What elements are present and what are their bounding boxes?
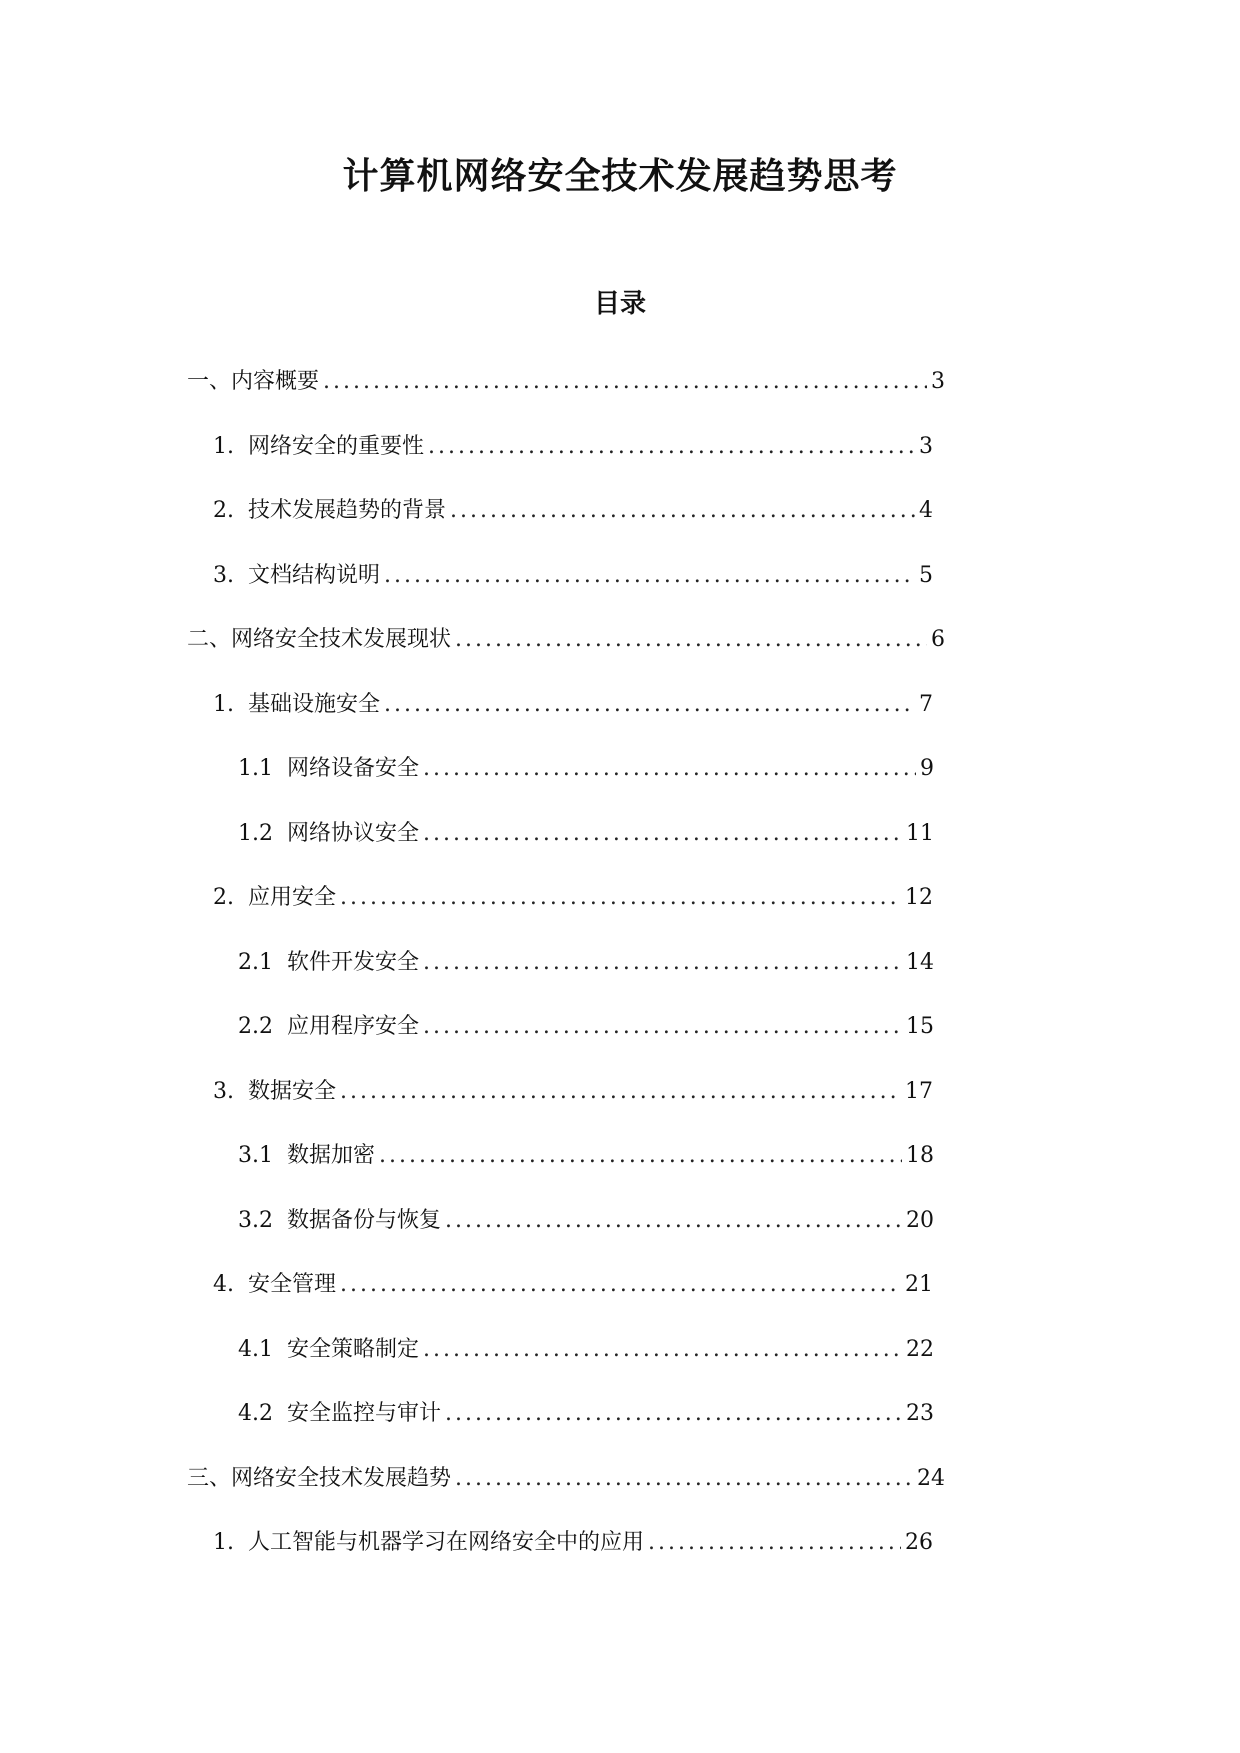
toc-entry-title: 一、内容概要 (187, 369, 320, 394)
toc-dot-leader (340, 1265, 901, 1305)
toc-page-number: 12 (905, 885, 933, 910)
toc-entry[interactable] (213, 1072, 933, 1112)
toc-entry[interactable] (187, 362, 945, 402)
toc-entry[interactable] (187, 1459, 945, 1499)
toc-entry[interactable] (238, 1201, 934, 1241)
toc-page-number: 23 (906, 1401, 934, 1426)
toc-entry-title: 安全监控与审计 (287, 1401, 442, 1426)
toc-entry-title: 二、网络安全技术发展现状 (187, 627, 452, 652)
toc-entry-label (213, 556, 380, 596)
toc-dot-leader (423, 943, 902, 983)
toc-entry-label (213, 1523, 644, 1563)
toc-page-number: 24 (917, 1465, 945, 1491)
toc-entry-label (213, 1072, 336, 1112)
toc-entry-label (213, 878, 336, 918)
toc-entry-number: 4.1 (238, 1336, 273, 1362)
toc-dot-leader (379, 1136, 902, 1176)
toc-entry-number: 2.2 (238, 1014, 273, 1039)
toc-entry-label (238, 814, 419, 854)
toc-entry[interactable] (187, 620, 945, 660)
toc-page-number: 3 (931, 369, 945, 394)
toc-page-number: 7 (919, 691, 933, 717)
toc-page-number: 11 (906, 820, 934, 846)
toc-page-number: 21 (905, 1272, 933, 1297)
toc-entry[interactable] (213, 1265, 933, 1305)
toc-entry-label (187, 1459, 451, 1499)
toc-entry[interactable] (238, 1136, 934, 1176)
toc-page-number: 5 (919, 562, 933, 588)
toc-entry-number: 2. (213, 885, 234, 910)
toc-entry-label (238, 1394, 441, 1434)
toc-entry-label (187, 362, 319, 402)
document-title: 计算机网络安全技术发展趋势思考 (342, 156, 898, 197)
toc-entry-label (213, 491, 446, 531)
toc-entry-title: 数据备份与恢复 (287, 1207, 442, 1233)
toc-dot-leader (423, 1007, 902, 1047)
toc-dot-leader (445, 1394, 902, 1434)
toc-entry-label (213, 427, 424, 467)
toc-entry-label (213, 1265, 336, 1305)
toc-entry-title: 网络设备安全 (287, 756, 420, 781)
toc-entry-number: 1. (213, 1530, 234, 1555)
toc-entry-number: 1.1 (238, 756, 273, 781)
toc-page-number: 15 (906, 1014, 934, 1039)
toc-dot-leader (384, 685, 915, 725)
toc-dot-leader (340, 1072, 901, 1112)
toc-dot-leader (445, 1201, 902, 1241)
toc-entry-title: 软件开发安全 (287, 949, 420, 975)
toc-entry-number: 4. (213, 1272, 234, 1297)
toc-dot-leader (455, 620, 927, 660)
toc-entry-title: 人工智能与机器学习在网络安全中的应用 (248, 1530, 645, 1555)
toc-page-number: 22 (906, 1336, 934, 1362)
toc-entry[interactable] (238, 749, 934, 789)
toc-entry[interactable] (213, 685, 933, 725)
toc-entry-number: 3.1 (238, 1143, 273, 1168)
toc-entry-title: 数据安全 (248, 1078, 337, 1104)
toc-entry-title: 三、网络安全技术发展趋势 (187, 1465, 452, 1491)
toc-entry[interactable] (238, 943, 934, 983)
toc-entry-number: 3. (213, 562, 234, 588)
toc-entry-title: 安全管理 (248, 1272, 337, 1297)
toc-entry[interactable] (213, 556, 933, 596)
toc-page-number: 17 (905, 1078, 933, 1104)
toc-entry-title: 网络安全的重要性 (248, 433, 425, 459)
toc-entry-title: 应用安全 (248, 885, 337, 910)
toc-dot-leader (384, 556, 915, 596)
toc-entry[interactable] (213, 427, 933, 467)
toc-page-number: 14 (906, 949, 934, 975)
toc-entry-number: 3. (213, 1078, 234, 1104)
toc-entry-label (238, 749, 419, 789)
toc-page-number: 20 (906, 1207, 934, 1233)
toc-heading: 目录 (593, 289, 646, 319)
toc-entry-title: 文档结构说明 (248, 562, 381, 588)
toc-dot-leader (648, 1523, 901, 1563)
toc-entry-number: 2. (213, 498, 234, 523)
toc-entry-label (187, 620, 451, 660)
toc-dot-leader (423, 749, 916, 789)
toc-entry-number: 1. (213, 691, 234, 717)
toc-entry-title: 网络协议安全 (287, 820, 420, 846)
toc-dot-leader (450, 491, 915, 531)
toc-entry-label (213, 685, 380, 725)
toc-entry-label (238, 1136, 375, 1176)
toc-dot-leader (340, 878, 901, 918)
toc-page-number: 6 (931, 627, 945, 652)
toc-entry[interactable] (213, 491, 933, 531)
toc-dot-leader (423, 1330, 902, 1370)
toc-entry[interactable] (213, 878, 933, 918)
toc-entry[interactable] (238, 1007, 934, 1047)
toc-dot-leader (428, 427, 915, 467)
toc-entry-number: 1. (213, 433, 234, 459)
toc-dot-leader (323, 362, 927, 402)
toc-entry-number: 4.2 (238, 1401, 273, 1426)
toc-entry-label (238, 1330, 419, 1370)
toc-entry[interactable] (213, 1523, 933, 1563)
toc-entry-title: 应用程序安全 (287, 1014, 420, 1039)
toc-page-number: 26 (905, 1530, 933, 1555)
toc-entry-number: 1.2 (238, 820, 273, 846)
toc-page-number: 18 (906, 1143, 934, 1168)
toc-entry-number: 3.2 (238, 1207, 273, 1233)
toc-entry[interactable] (238, 1394, 934, 1434)
toc-page-number: 4 (919, 498, 933, 523)
toc-page-number: 9 (920, 756, 934, 781)
toc-entry-label (238, 1201, 441, 1241)
toc-entry-title: 安全策略制定 (287, 1336, 420, 1362)
toc-entry-number: 2.1 (238, 949, 273, 975)
toc-entry-label (238, 1007, 419, 1047)
toc-page-number: 3 (919, 433, 933, 459)
toc-entry[interactable] (238, 814, 934, 854)
toc-entry-title: 技术发展趋势的背景 (248, 498, 447, 523)
toc-dot-leader (423, 814, 902, 854)
toc-entry[interactable] (238, 1330, 934, 1370)
toc-entry-title: 数据加密 (287, 1143, 376, 1168)
toc-dot-leader (455, 1459, 913, 1499)
toc-entry-title: 基础设施安全 (248, 691, 381, 717)
toc-entry-label (238, 943, 419, 983)
